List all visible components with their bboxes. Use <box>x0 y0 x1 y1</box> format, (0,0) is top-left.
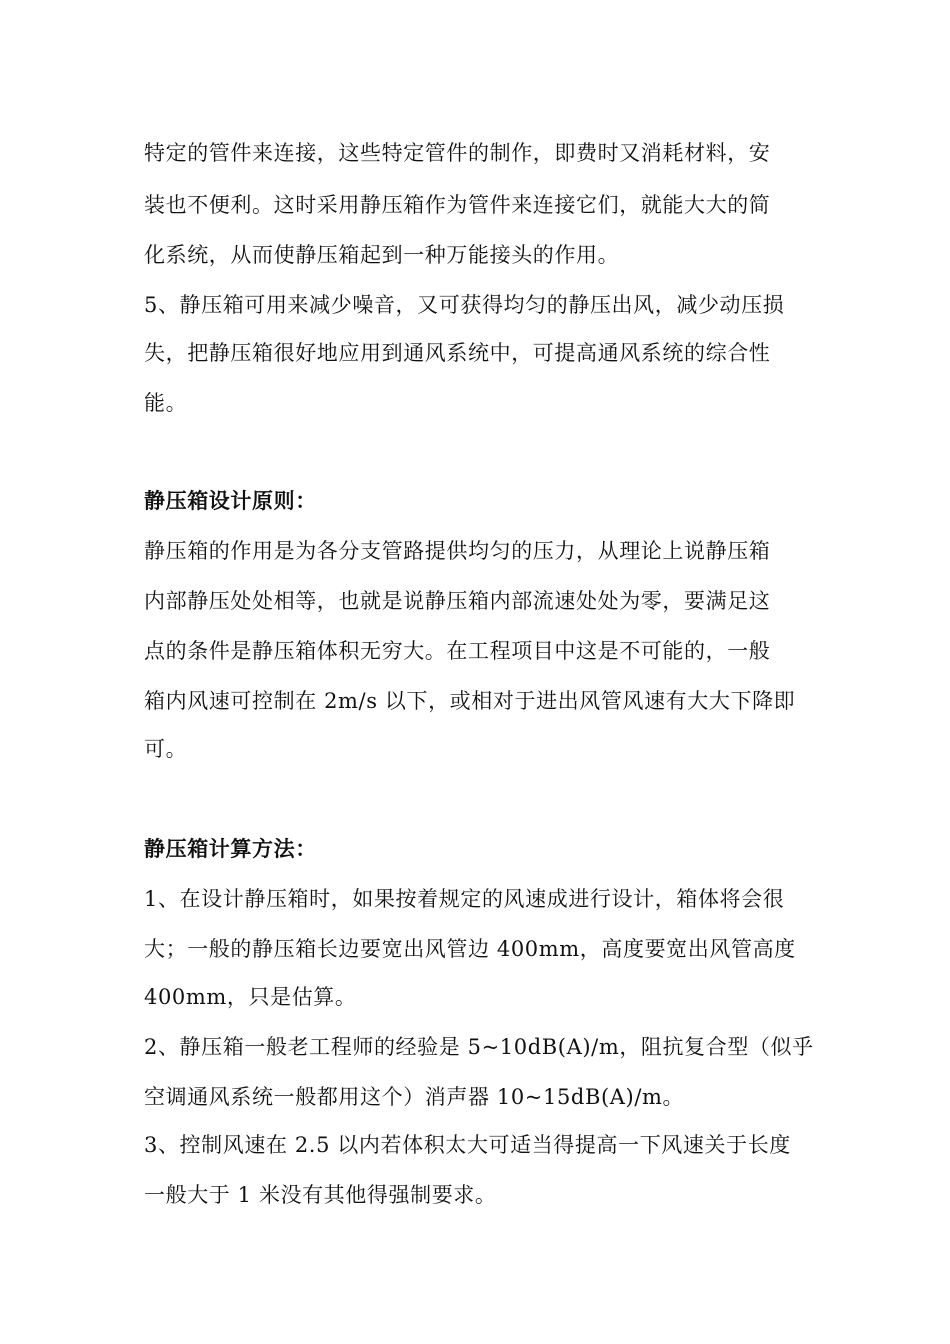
paragraph-line: 一般大于 1 米没有其他得强制要求。 <box>144 1183 497 1207</box>
paragraph-line: 箱内风速可控制在 2m/s 以下，或相对于进出风管风速有大大下降即 <box>144 689 796 713</box>
paragraph-line: 3、控制风速在 2.5 以内若体积太大可适当得提高一下风速关于长度 <box>144 1133 791 1157</box>
paragraph-line: 能。 <box>144 391 188 415</box>
paragraph-line: 空调通风系统一般都用这个）消声器 10~15dB(A)/m。 <box>144 1085 685 1109</box>
paragraph-line: 400mm，只是估算。 <box>144 985 357 1009</box>
paragraph-line: 1、在设计静压箱时，如果按着规定的风速成进行设计，箱体将会很 <box>144 887 785 911</box>
paragraph-line: 2、静压箱一般老工程师的经验是 5~10dB(A)/m，阻抗复合型（似乎 <box>144 1035 814 1059</box>
paragraph-line: 点的条件是静压箱体积无穷大。在工程项目中这是不可能的，一般 <box>144 639 771 663</box>
paragraph-line: 可。 <box>144 737 188 761</box>
paragraph-line: 失，把静压箱很好地应用到通风系统中，可提高通风系统的综合性 <box>144 341 771 365</box>
paragraph-line: 静压箱的作用是为各分支管路提供均匀的压力，从理论上说静压箱 <box>144 539 771 563</box>
paragraph-line: 内部静压处处相等，也就是说静压箱内部流速处处为零，要满足这 <box>144 589 771 613</box>
paragraph-line: 5、静压箱可用来减少噪音，又可获得均匀的静压出风，减少动压损 <box>144 293 785 317</box>
paragraph-line: 装也不便利。这时采用静压箱作为管件来连接它们，就能大大的简 <box>144 193 771 217</box>
paragraph-line: 化系统，从而使静压箱起到一种万能接头的作用。 <box>144 243 620 267</box>
section-heading-design-principles: 静压箱设计原则： <box>144 488 317 513</box>
paragraph-line: 特定的管件来连接，这些特定管件的制作，即费时又消耗材料，安 <box>144 141 771 165</box>
section-heading-calculation-method: 静压箱计算方法： <box>144 836 317 861</box>
paragraph-line: 大；一般的静压箱长边要宽出风管边 400mm，高度要宽出风管高度 <box>144 937 796 961</box>
